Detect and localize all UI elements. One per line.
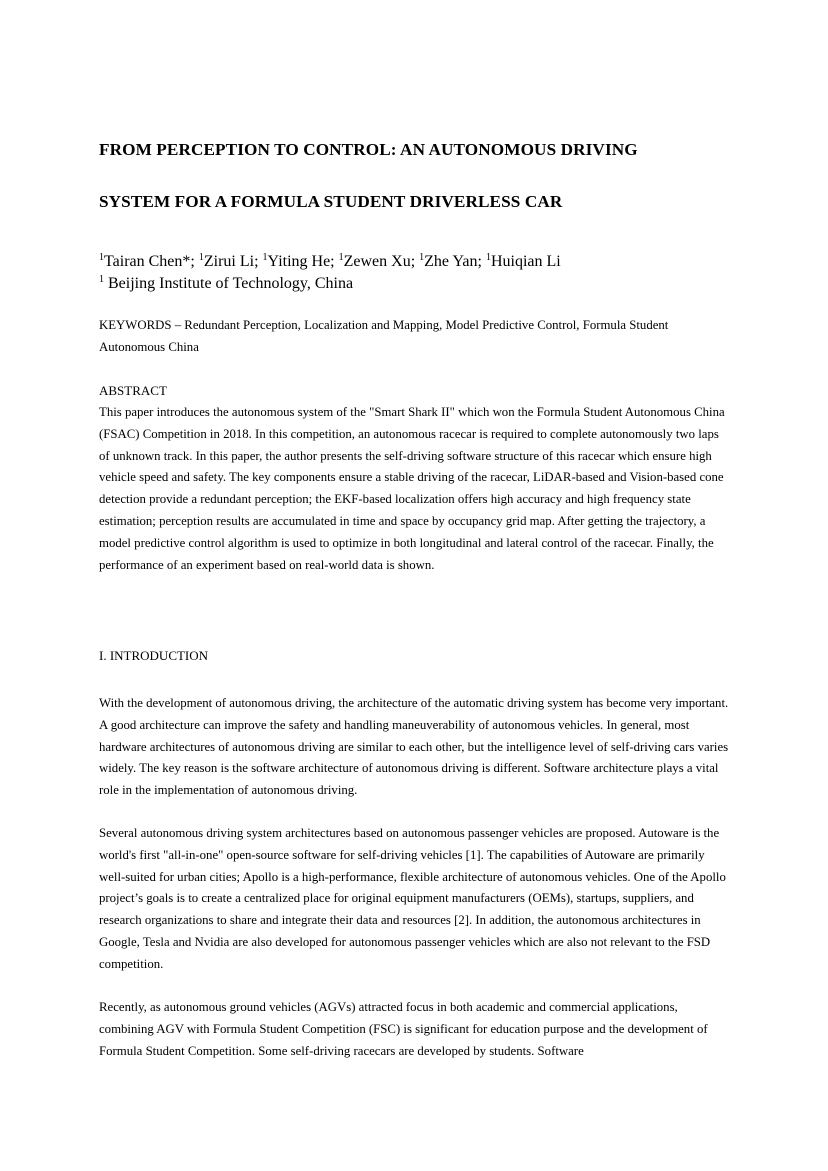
author-affiliation-mark: 1 bbox=[485, 252, 491, 263]
keywords: KEYWORDS – Redundant Perception, Localization and Mapping, Model Predictive Control, Formula Student Autonomous China bbox=[99, 318, 669, 354]
intro-paragraph-3: Recently, as autonomous ground vehicles (AGVs) attracted focus in both academic and commercial applications, combining AGV with Formula Student Competition (FSC) is significant for education purpose and the development of Formula Student Competition. Some self-driving racecars are developed by students. Software bbox=[99, 1000, 708, 1058]
paper-title-line-1: FROM PERCEPTION TO CONTROL: AN AUTONOMOUS DRIVING bbox=[99, 140, 638, 159]
author-name: Huiqian Li bbox=[490, 253, 561, 270]
author-name: Zirui Li; bbox=[203, 253, 263, 270]
intro-paragraph-1: With the development of autonomous driving, the architecture of the automatic driving system has become very important. A good architecture can improve the safety and handling maneuverability of autonomous vehicles. In general, most hardware architectures of autonomous driving are similar to each other, but the intelligence level of self-driving cars varies widely. The key reason is the software architecture of autonomous driving is different. Software architecture plays a vital role in the implementation of autonomous driving. bbox=[99, 696, 729, 798]
author-affiliation-mark: 1 bbox=[419, 252, 425, 263]
affiliation-mark: 1 bbox=[99, 274, 104, 285]
intro-paragraph-2: Several autonomous driving system architectures based on autonomous passenger vehicles are proposed. Autoware is the world's first "all-in-one" open-source software for self-driving vehicles [1]. The capabilities of Autoware are primarily well-suited for urban cities; Apollo is a high-performance, flexible architecture of autonomous vehicles. One of the Apollo project’s goals is to create a centralized place for original equipment manufacturers (OEMs), startups, suppliers, and research organizations to share and integrate their data and resources [2]. In addition, the autonomous architectures in Google, Tesla and Nvidia are also developed for autonomous passenger vehicles which are also not relevant to the FSD competition. bbox=[99, 826, 726, 971]
author bbox=[199, 253, 263, 270]
author bbox=[339, 253, 420, 270]
author-name: Tairan Chen*; bbox=[104, 253, 199, 270]
author bbox=[263, 253, 339, 270]
author bbox=[486, 253, 561, 270]
affiliation bbox=[99, 272, 353, 296]
author bbox=[419, 253, 486, 270]
paper-title-line-2: SYSTEM FOR A FORMULA STUDENT DRIVERLESS CAR bbox=[99, 192, 563, 211]
abstract-heading: ABSTRACT bbox=[99, 383, 167, 398]
author-affiliation-mark: 1 bbox=[262, 252, 268, 263]
author-list bbox=[99, 250, 561, 274]
author-name: Zhe Yan; bbox=[424, 253, 486, 270]
author-affiliation-mark: 1 bbox=[338, 252, 344, 263]
affiliation-name: Beijing Institute of Technology, China bbox=[108, 275, 354, 292]
author-name: Zewen Xu; bbox=[343, 253, 420, 270]
author-affiliation-mark: 1 bbox=[99, 252, 104, 263]
introduction-heading: I. INTRODUCTION bbox=[99, 648, 209, 663]
author-name: Yiting He; bbox=[267, 253, 339, 270]
author-affiliation-mark: 1 bbox=[198, 252, 204, 263]
abstract-text: This paper introduces the autonomous system of the "Smart Shark II" which won the Formula Student Autonomous China (FSAC) Competition in 2018. In this competition, an autonomous racecar is required to complete autonomously two laps of unknown track. In this paper, the author presents the self-driving software structure of this racecar which ensure high vehicle speed and safety. The key components ensure a stable driving of the racecar, LiDAR-based and Vision-based cone detection provide a redundant perception; the EKF-based localization offers high accuracy and high frequency state estimation; perception results are accumulated in time and space by occupancy grid map. After getting the trajectory, a model predictive control algorithm is used to optimize in both longitudinal and lateral control of the racecar. Finally, the performance of an experiment based on real-world data is shown. bbox=[99, 405, 725, 572]
author bbox=[99, 253, 199, 270]
